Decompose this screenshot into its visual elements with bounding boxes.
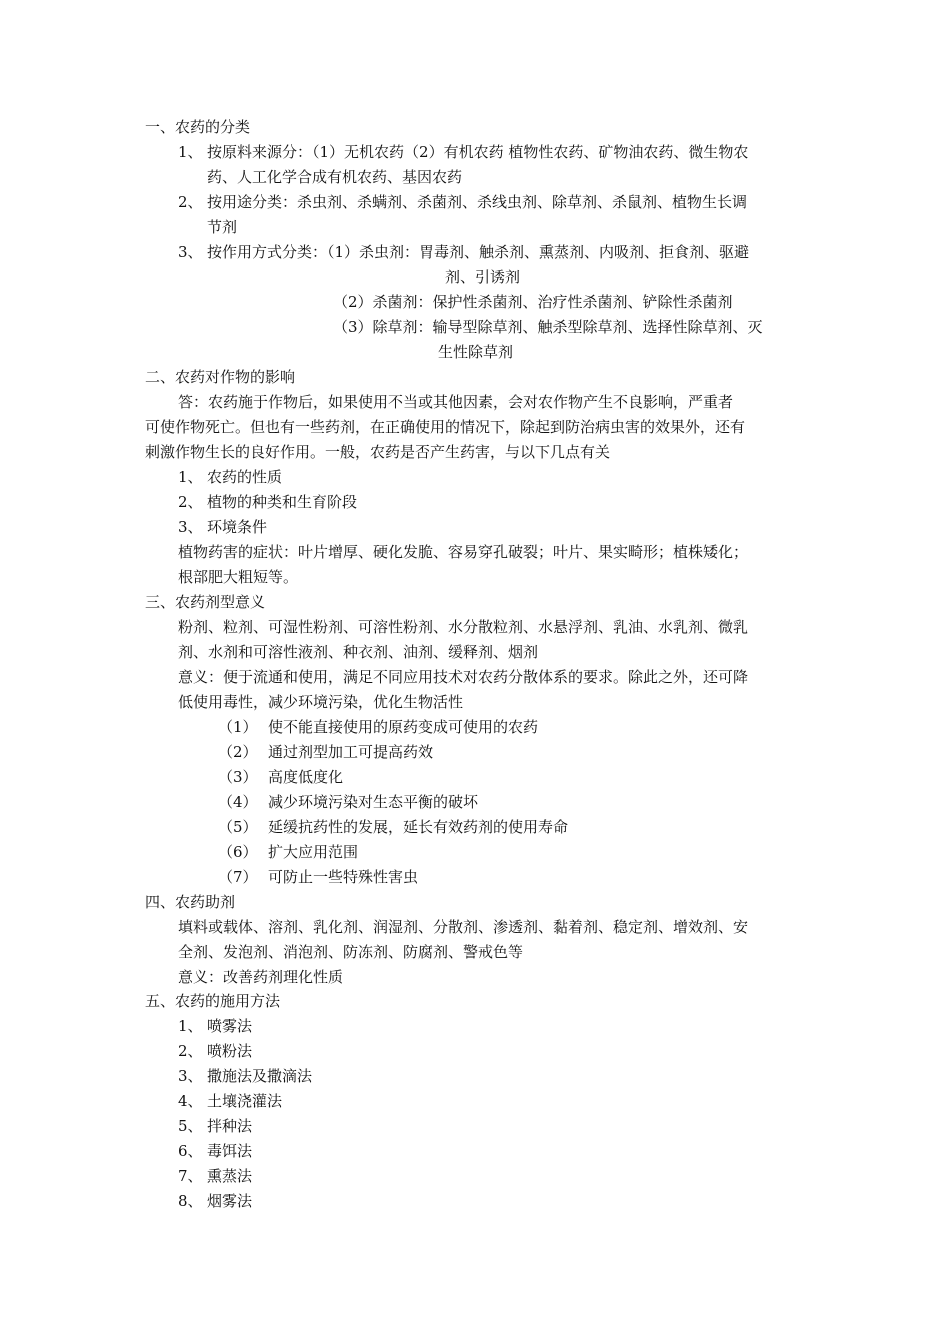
list-item-text: 按作用方式分类：（1）杀虫剂：胃毒剂、触杀剂、熏蒸剂、内吸剂、拒食剂、驱避 <box>207 243 750 261</box>
list-item-text: （2）杀菌剂：保护性杀菌剂、治疗性杀菌剂、铲除性杀菌剂 <box>333 293 733 311</box>
paragraph-line: 植物药害的症状：叶片增厚、硬化发脆、容易穿孔破裂；叶片、果实畸形；植株矮化； <box>178 543 749 561</box>
paragraph-line: 答：农药施于作物后，如果使用不当或其他因素，会对农作物产生不良影响，严重者 <box>178 393 734 411</box>
list-item-text: （3）除草剂：输导型除草剂、触杀型除草剂、选择性除草剂、灭 <box>333 318 763 336</box>
list-number: 3、 <box>178 1067 203 1085</box>
list-item-text: 拌种法 <box>207 1117 253 1135</box>
list-number: 7、 <box>178 1167 203 1185</box>
list-number: 1、 <box>178 143 203 161</box>
list-item-text: 喷粉法 <box>207 1042 253 1060</box>
list-number: 2、 <box>178 493 203 511</box>
list-item-text: 农药的性质 <box>207 468 283 486</box>
list-number: 3、 <box>178 243 203 261</box>
list-number: 5、 <box>178 1117 203 1135</box>
section-heading: 四、农药助剂 <box>145 893 236 911</box>
list-number: 1、 <box>178 1017 203 1035</box>
list-item-text: 高度低度化 <box>268 768 344 786</box>
list-item-text: 可防止一些特殊性害虫 <box>268 868 419 886</box>
paragraph-line: 刺激作物生长的良好作用。一般，农药是否产生药害，与以下几点有关 <box>145 443 611 461</box>
list-number: 6、 <box>178 1142 203 1160</box>
list-number: 2、 <box>178 193 203 211</box>
list-number: （4） <box>218 793 258 811</box>
list-item-text: 延缓抗药性的发展，延长有效药剂的使用寿命 <box>268 818 569 836</box>
list-item-text: 通过剂型加工可提高药效 <box>268 743 434 761</box>
list-item-text: 撒施法及撒滴法 <box>207 1067 313 1085</box>
list-number: 1、 <box>178 468 203 486</box>
list-item-text: 毒饵法 <box>207 1142 253 1160</box>
list-number: 4、 <box>178 1092 203 1110</box>
list-number: （7） <box>218 868 258 886</box>
list-item-text: 土壤浇灌法 <box>207 1092 283 1110</box>
list-item-text: 植物的种类和生育阶段 <box>207 493 358 511</box>
paragraph-line: 粉剂、粒剂、可湿性粉剂、可溶性粉剂、水分散粒剂、水悬浮剂、乳油、水乳剂、微乳 <box>178 618 749 636</box>
list-number: （6） <box>218 843 258 861</box>
list-item-text: 使不能直接使用的原药变成可使用的农药 <box>268 718 539 736</box>
list-number: 3、 <box>178 518 203 536</box>
paragraph-line: 可使作物死亡。但也有一些药剂，在正确使用的情况下，除起到防治病虫害的效果外，还有 <box>145 418 746 436</box>
list-item-text: 药、人工化学合成有机农药、基因农药 <box>207 168 463 186</box>
list-item-text: 生性除草剂 <box>438 343 514 361</box>
section-heading: 三、农药剂型意义 <box>145 593 266 611</box>
list-item-text: 喷雾法 <box>207 1017 253 1035</box>
section-heading: 一、农药的分类 <box>145 118 251 136</box>
list-item-text: 剂、引诱剂 <box>445 268 521 286</box>
section-heading: 二、农药对作物的影响 <box>145 368 296 386</box>
list-number: （2） <box>218 743 258 761</box>
list-item-text: 熏蒸法 <box>207 1167 253 1185</box>
list-number: 8、 <box>178 1192 203 1210</box>
paragraph-line: 根部肥大粗短等。 <box>178 568 299 586</box>
list-item-text: 扩大应用范围 <box>268 843 359 861</box>
list-number: （5） <box>218 818 258 836</box>
list-number: （3） <box>218 768 258 786</box>
paragraph-line: 意义：改善药剂理化性质 <box>178 968 344 986</box>
list-item-text: 环境条件 <box>207 518 268 536</box>
paragraph-line: 意义：便于流通和使用，满足不同应用技术对农药分散体系的要求。除此之外，还可降 <box>178 668 749 686</box>
paragraph-line: 全剂、发泡剂、消泡剂、防冻剂、防腐剂、警戒色等 <box>178 943 524 961</box>
list-number: 2、 <box>178 1042 203 1060</box>
paragraph-line: 填料或载体、溶剂、乳化剂、润湿剂、分散剂、渗透剂、黏着剂、稳定剂、增效剂、安 <box>178 918 749 936</box>
list-number: （1） <box>218 718 258 736</box>
list-item-text: 节剂 <box>207 218 238 236</box>
list-item-text: 减少环境污染对生态平衡的破坏 <box>268 793 479 811</box>
paragraph-line: 低使用毒性，减少环境污染，优化生物活性 <box>178 693 464 711</box>
list-item-text: 按原料来源分：（1）无机农药（2）有机农药 植物性农药、矿物油农药、微生物农 <box>207 143 749 161</box>
section-heading: 五、农药的施用方法 <box>145 992 281 1010</box>
list-item-text: 按用途分类：杀虫剂、杀螨剂、杀菌剂、杀线虫剂、除草剂、杀鼠剂、植物生长调 <box>207 193 748 211</box>
list-item-text: 烟雾法 <box>207 1192 253 1210</box>
paragraph-line: 剂、水剂和可溶性液剂、种衣剂、油剂、缓释剂、烟剂 <box>178 643 539 661</box>
